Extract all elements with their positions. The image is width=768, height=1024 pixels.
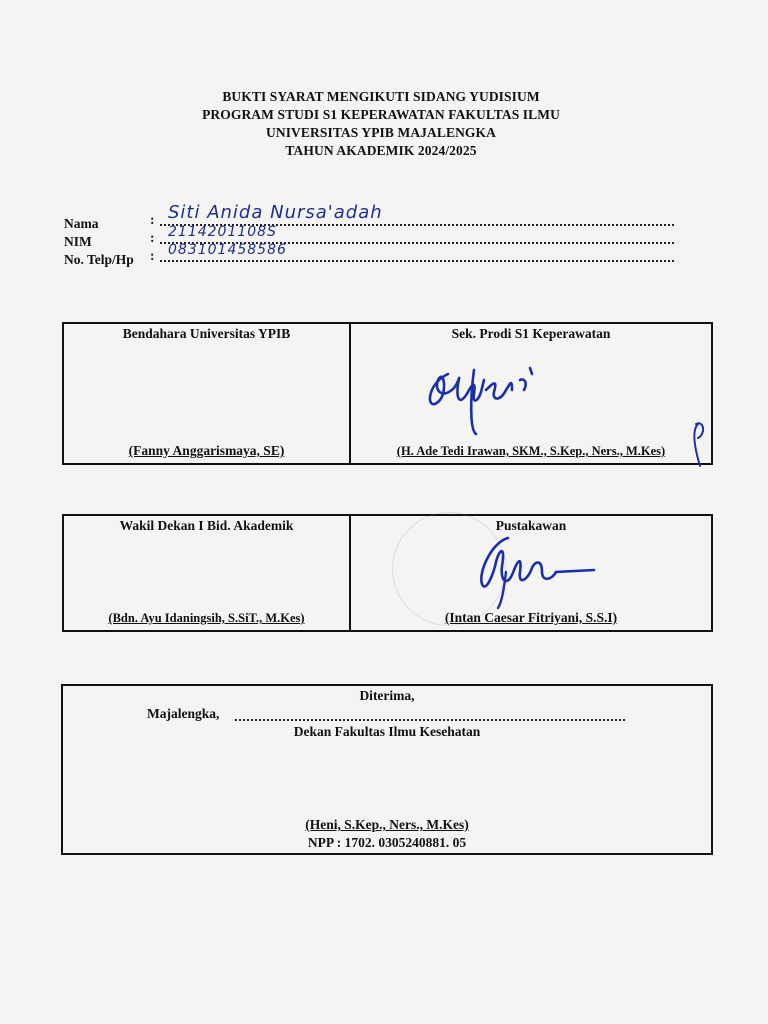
wadek-name: (Bdn. Ayu Idaningsih, S.SiT., M.Kes) (108, 611, 305, 625)
place-label: Majalengka, (147, 706, 220, 721)
nama-value: Siti Anida Nursa'adah (168, 202, 383, 223)
bendahara-name: (Fanny Anggarismaya, SE) (128, 443, 285, 458)
header-line-3: UNIVERSITAS YPIB MAJALENGKA (266, 125, 496, 140)
sekprodi-signature (420, 360, 720, 470)
telp-dotted-line (160, 260, 674, 262)
dean-box (61, 684, 713, 855)
pustakawan-name: (Intan Caesar Fitriyani, S.S.I) (444, 610, 618, 625)
signature-box-2 (62, 514, 713, 632)
nim-row (64, 224, 674, 249)
nim-label: NIM (64, 234, 92, 249)
received-label: Diterima, (359, 688, 415, 703)
nim-value: 2114201108S (168, 224, 277, 240)
document-header (0, 88, 768, 160)
sekprodi-title: Sek. Prodi S1 Keperawatan (451, 326, 611, 341)
pustakawan-signature (472, 532, 612, 612)
wadek-title: Wakil Dekan I Bid. Akademik (119, 518, 294, 533)
header-line-1: BUKTI SYARAT MENGIKUTI SIDANG YUDISIUM (222, 89, 540, 104)
dean-title: Dekan Fakultas Ilmu Kesehatan (293, 724, 481, 739)
telp-colon: : (150, 248, 155, 263)
telp-label: No. Telp/Hp (64, 252, 134, 267)
header-line-4: TAHUN AKADEMIK 2024/2025 (285, 143, 477, 158)
pustakawan-title: Pustakawan (495, 518, 567, 533)
bendahara-title: Bendahara Universitas YPIB (122, 326, 291, 341)
identity-section (64, 202, 674, 267)
nama-label: Nama (64, 216, 99, 231)
sekprodi-name: (H. Ade Tedi Irawan, SKM., S.Kep., Ners., M.Kes) (396, 444, 666, 458)
dean-name: (Heni, S.Kep., Ners., M.Kes) (305, 817, 469, 832)
header-line-2: PROGRAM STUDI S1 KEPERAWATAN FAKULTAS ILMU (202, 107, 560, 122)
wadek-cell (64, 516, 349, 630)
dean-npp: NPP : 1702. 0305240881. 05 (307, 835, 467, 850)
date-dotted-line (235, 719, 625, 721)
nama-row (64, 202, 674, 231)
nim-colon: : (150, 230, 155, 245)
nama-colon: : (150, 212, 155, 227)
telp-value: 083101458586 (168, 242, 287, 258)
bendahara-cell (64, 324, 349, 463)
telp-row (64, 242, 674, 267)
